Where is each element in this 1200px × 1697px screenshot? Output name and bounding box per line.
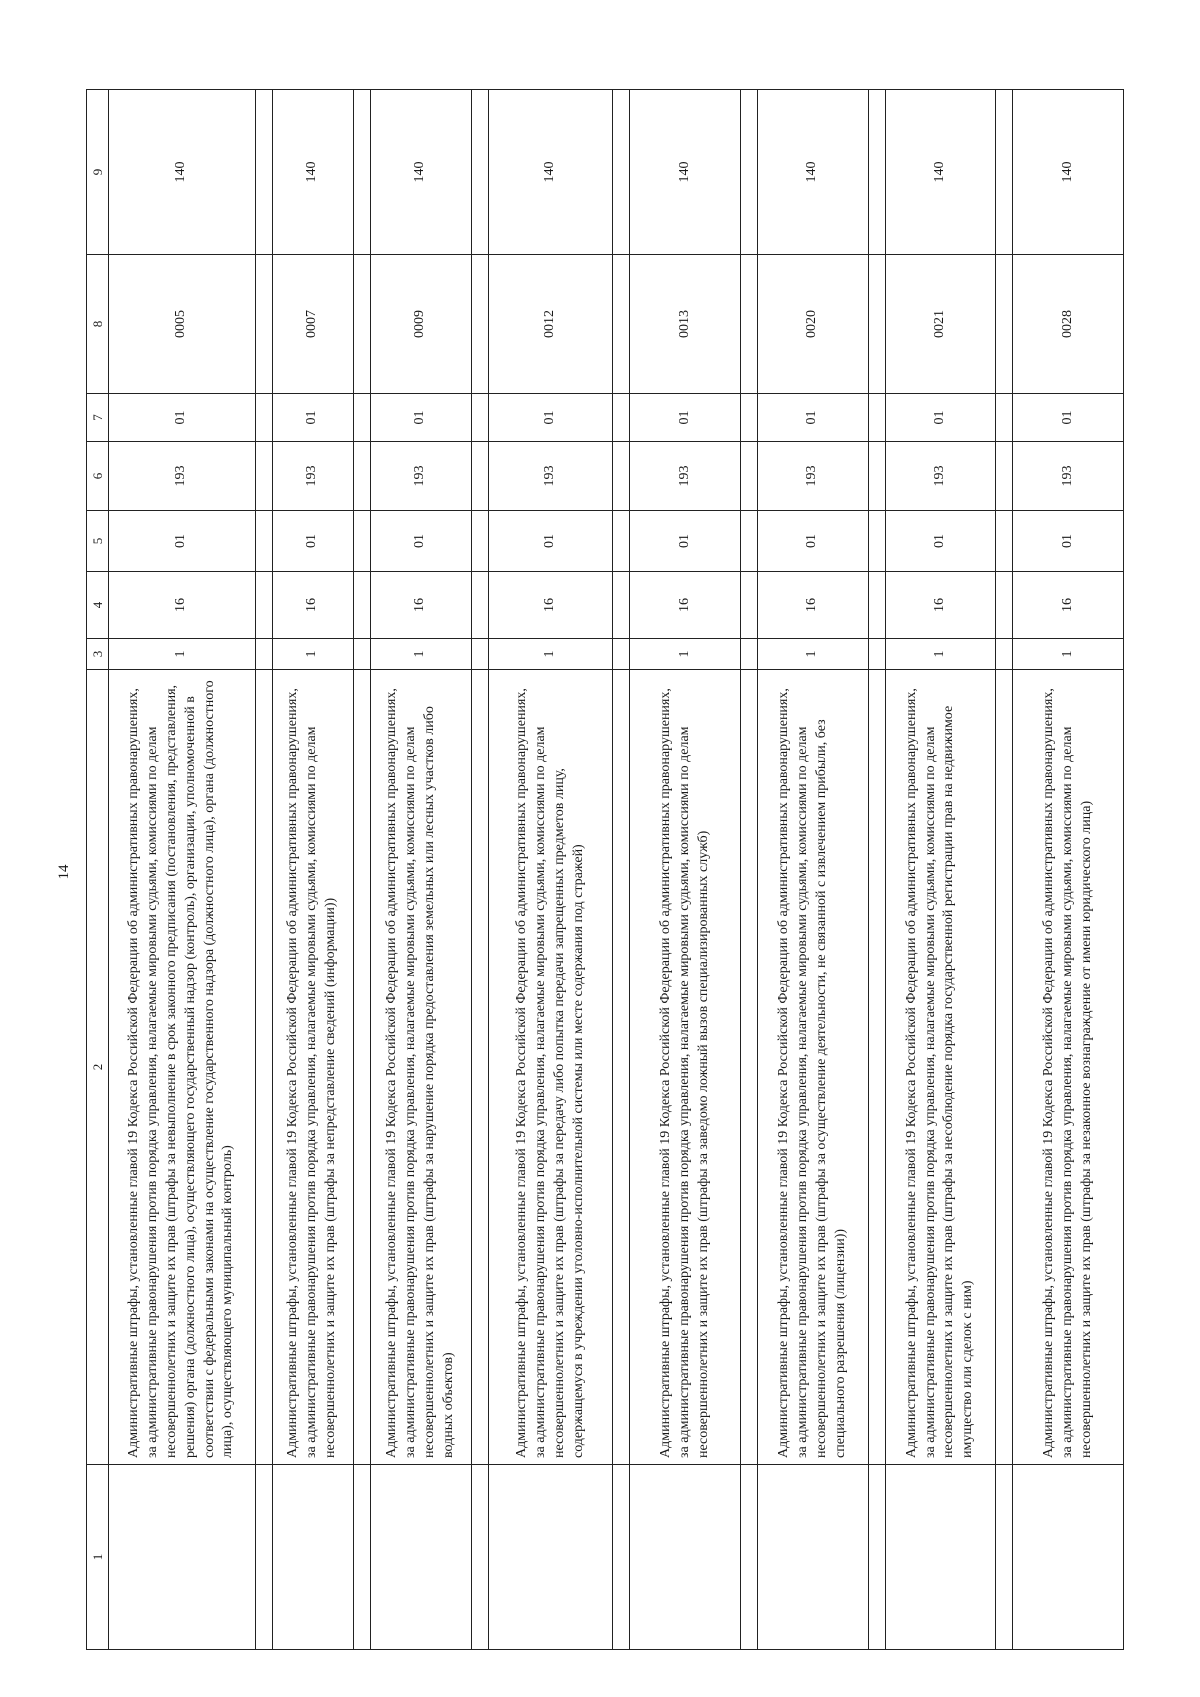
fine-description: Административные штрафы, установленные главой 19 Кодекса Российской Федерации об административных правонарушениях, за административные правонарушения против порядка управления, налагаемые мировыми судьями, комиссиями по делам несовершеннолетних и защите их прав (штрафы за непредставление сведений (информации)) — [272, 670, 353, 1465]
page-number: 14 — [56, 864, 72, 880]
row-separator — [472, 90, 489, 1650]
code-cell: 01 — [885, 394, 996, 442]
code-cell: 16 — [272, 572, 353, 639]
code-cell: 01 — [108, 394, 255, 442]
header-cell: 4 — [87, 572, 109, 639]
code-cell: 01 — [370, 511, 471, 572]
row-index-cell — [1013, 1465, 1124, 1650]
row-separator — [255, 90, 272, 1650]
code-cell: 140 — [1013, 90, 1124, 255]
code-cell: 1 — [758, 639, 869, 670]
rotated-page — [86, 90, 1124, 1650]
code-cell: 193 — [630, 442, 741, 511]
row-index-cell — [370, 1465, 471, 1650]
row-index-cell — [272, 1465, 353, 1650]
code-cell: 140 — [272, 90, 353, 255]
fine-description: Административные штрафы, установленные главой 19 Кодекса Российской Федерации об административных правонарушениях, за административные правонарушения против порядка управления, налагаемые мировыми судьями, комиссиями по делам несовершеннолетних и защите их прав (штрафы за осуществление деятельности, не связанной с извлечением прибыли, без специального разрешения (лицензии)) — [758, 670, 869, 1465]
code-cell: 0009 — [370, 255, 471, 394]
code-cell: 140 — [758, 90, 869, 255]
code-cell: 01 — [1013, 394, 1124, 442]
table-row — [885, 90, 996, 1650]
code-cell: 193 — [370, 442, 471, 511]
table-row — [489, 90, 613, 1650]
code-cell: 0005 — [108, 255, 255, 394]
code-cell: 01 — [272, 394, 353, 442]
code-cell: 16 — [489, 572, 613, 639]
code-cell: 1 — [272, 639, 353, 670]
header-cell: 9 — [87, 90, 109, 255]
code-cell: 140 — [630, 90, 741, 255]
code-cell: 140 — [370, 90, 471, 255]
code-cell: 1 — [885, 639, 996, 670]
code-cell: 16 — [630, 572, 741, 639]
fine-description: Административные штрафы, установленные главой 19 Кодекса Российской Федерации об административных правонарушениях, за административные правонарушения против порядка управления, налагаемые мировыми судьями, комиссиями по делам несовершеннолетних и защите их прав (штрафы за заведомо ложный вызов специализированных служб) — [630, 670, 741, 1465]
header-cell: 8 — [87, 255, 109, 394]
fine-description: Административные штрафы, установленные главой 19 Кодекса Российской Федерации об административных правонарушениях, за административные правонарушения против порядка управления, налагаемые мировыми судьями, комиссиями по делам несовершеннолетних и защите их прав (штрафы за невыполнение в срок законного предписания (постановления, представления, решения) органа (должностного лица), осуществляющего государственный надзор (контроль), организации, уполномоченной в соответствии с федеральными законами на осуществление государственного надзора (должностного лица), органа (должностного лица), осуществляющего муниципальный контроль) — [108, 670, 255, 1465]
code-cell: 01 — [885, 511, 996, 572]
code-cell: 1 — [489, 639, 613, 670]
row-separator — [613, 90, 630, 1650]
fine-description: Административные штрафы, установленные главой 19 Кодекса Российской Федерации об административных правонарушениях, за административные правонарушения против порядка управления, налагаемые мировыми судьями, комиссиями по делам несовершеннолетних и защите их прав (штрафы за незаконное вознаграждение от имени юридического лица) — [1013, 670, 1124, 1465]
code-cell: 01 — [272, 511, 353, 572]
fine-description: Административные штрафы, установленные главой 19 Кодекса Российской Федерации об административных правонарушениях, за административные правонарушения против порядка управления, налагаемые мировыми судьями, комиссиями по делам несовершеннолетних и защите их прав (штрафы за нарушение порядка предоставления земельных или лесных участков либо водных объектов) — [370, 670, 471, 1465]
code-cell: 01 — [489, 394, 613, 442]
code-cell: 0021 — [885, 255, 996, 394]
table-row — [1013, 90, 1124, 1650]
header-cell: 3 — [87, 639, 109, 670]
row-index-cell — [630, 1465, 741, 1650]
code-cell: 01 — [489, 511, 613, 572]
table-row — [630, 90, 741, 1650]
table-row — [108, 90, 255, 1650]
code-cell: 0013 — [630, 255, 741, 394]
code-cell: 01 — [630, 394, 741, 442]
code-cell: 140 — [885, 90, 996, 255]
row-index-cell — [885, 1465, 996, 1650]
code-cell: 16 — [885, 572, 996, 639]
row-index-cell — [108, 1465, 255, 1650]
code-cell: 193 — [885, 442, 996, 511]
header-cell: 7 — [87, 394, 109, 442]
table-row — [370, 90, 471, 1650]
code-cell: 0012 — [489, 255, 613, 394]
code-cell: 193 — [272, 442, 353, 511]
code-cell: 0028 — [1013, 255, 1124, 394]
code-cell: 01 — [1013, 511, 1124, 572]
code-cell: 16 — [1013, 572, 1124, 639]
row-separator — [741, 90, 758, 1650]
header-row — [87, 90, 109, 1650]
code-cell: 140 — [108, 90, 255, 255]
budget-classification-table — [86, 89, 1124, 1650]
fine-description: Административные штрафы, установленные главой 19 Кодекса Российской Федерации об административных правонарушениях, за административные правонарушения против порядка управления, налагаемые мировыми судьями, комиссиями по делам несовершеннолетних и защите их прав (штрафы за несоблюдение порядка государственной регистрации прав на недвижимое имущество или сделок с ним) — [885, 670, 996, 1465]
header-cell: 6 — [87, 442, 109, 511]
code-cell: 0020 — [758, 255, 869, 394]
code-cell: 16 — [370, 572, 471, 639]
header-cell: 5 — [87, 511, 109, 572]
code-cell: 1 — [370, 639, 471, 670]
code-cell: 1 — [108, 639, 255, 670]
code-cell: 193 — [489, 442, 613, 511]
code-cell: 0007 — [272, 255, 353, 394]
code-cell: 01 — [108, 511, 255, 572]
table-row — [272, 90, 353, 1650]
code-cell: 193 — [758, 442, 869, 511]
row-index-cell — [489, 1465, 613, 1650]
table-row — [758, 90, 869, 1650]
code-cell: 1 — [630, 639, 741, 670]
code-cell: 16 — [758, 572, 869, 639]
row-separator — [353, 90, 370, 1650]
code-cell: 193 — [1013, 442, 1124, 511]
row-index-cell — [758, 1465, 869, 1650]
row-separator — [996, 90, 1013, 1650]
fine-description: Административные штрафы, установленные главой 19 Кодекса Российской Федерации об административных правонарушениях, за административные правонарушения против порядка управления, налагаемые мировыми судьями, комиссиями по делам несовершеннолетних и защите их прав (штрафы за передачу либо попытка передачи запрещенных предметов лицу, содержащемуся в учреждении уголовно-исполнительной системы или месте содержания под стражей) — [489, 670, 613, 1465]
row-separator — [868, 90, 885, 1650]
code-cell: 16 — [108, 572, 255, 639]
code-cell: 140 — [489, 90, 613, 255]
code-cell: 01 — [758, 511, 869, 572]
header-cell: 1 — [87, 1465, 109, 1650]
code-cell: 01 — [370, 394, 471, 442]
code-cell: 01 — [758, 394, 869, 442]
code-cell: 1 — [1013, 639, 1124, 670]
code-cell: 193 — [108, 442, 255, 511]
code-cell: 01 — [630, 511, 741, 572]
header-cell: 2 — [87, 670, 109, 1465]
